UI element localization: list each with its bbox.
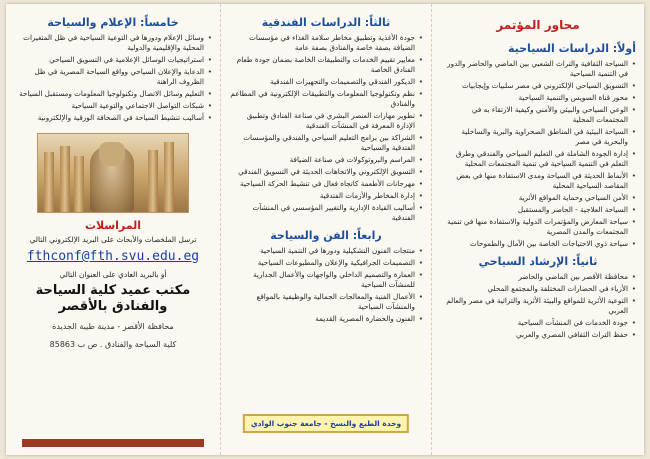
list-item: • جودة الأغذية وتطبيق مخاطر سلامة الغذاء في مؤسسات الضيافة بصفة خاصة والفنادق بصفة عامة [229, 33, 423, 53]
dean-office-line1: مكتب عميد كلية السياحة [35, 283, 191, 298]
list-item: • معايير تقييم الخدمات والتطبيقات الخاصة بضمان جودة طعام الفنادق الخاصة [229, 55, 423, 75]
section-art-tourism-title: رابعاً: الفن والسياحة [270, 229, 382, 242]
list-item: • التصميمات الجرافيكية والإعلان والمطبوعات السياحية [229, 258, 423, 268]
contact-email-link[interactable]: fthconf@fth.svu.edu.eg [26, 249, 200, 264]
list-item: • حفظ التراث الثقافي المصري والعربي [440, 330, 636, 340]
list-item: • الشراكة بين برامج التعليم السياحي والفندقي والمؤسسات الفندقية والسياحية [229, 133, 423, 153]
panel-media-and-contact [6, 4, 220, 455]
column-shape [164, 142, 174, 212]
tourism-studies-list [440, 59, 636, 249]
art-tourism-list [229, 246, 423, 324]
list-item: • الديكور الفندقي والتصميمات والتجهيزات الفندقية [229, 77, 423, 87]
list-item: • الأنماط الحديثة في السياحة ومدى الاستفادة منها في بعض المقاصد السياحية المحلية [440, 171, 636, 191]
section-tour-guiding-title: ثانياً: الإرشاد السياحي [478, 255, 598, 268]
list-item: • أساليب تنشيط السياحة في الصحافة الورقية والإلكترونية [14, 113, 212, 123]
list-item: • السياحة البيئية في المناطق الصحراوية والبرية والساحلية والبحرية في مصر [440, 127, 636, 147]
list-item: • الأمن السياحي وحماية المواقع الأثرية [440, 193, 636, 203]
list-item: • التعليم وسائل الاتصال وتكنولوجيا المعلومات ومستقبل السياحة [14, 89, 212, 99]
list-item: • منتجات الفنون التشكيلية ودورها في التنمية السياحية [229, 246, 423, 256]
list-item: • الوعي السياحي والبيئي والأمني وكيفية الارتقاء به في المجتمعات المحلية [440, 105, 636, 125]
list-item: • الأزياء في الحضارات المختلفة والمجتمع المحلي [440, 284, 636, 294]
postal-mail-note: أو بالبريد العادي على العنوان التالي [59, 270, 167, 279]
list-item: • جودة الخدمات في المنشآت السياحية [440, 318, 636, 328]
list-item: • الأعمال الفنية والمعالجات الجمالية والوظيفية بالمواقع والمنشآت السياحية [229, 292, 423, 312]
panel-hotel-and-art [220, 4, 432, 455]
list-item: • نظم وتكنولوجيا المعلومات والتطبيقات الإلكترونية في المطاعم والفنادق [229, 89, 423, 109]
media-tourism-list [14, 33, 212, 123]
list-item: • استراتيجيات الوسائل الإعلامية في التسويق السياحي [14, 55, 212, 65]
list-item: • العمارة والتصميم الداخلي والواجهات والأعمال الجدارية للمنشآت السياحية [229, 270, 423, 290]
list-item: • السياحة العلاجية - الحاضر والمستقبل [440, 205, 636, 215]
section-hotel-studies-title: ثالثاً: الدراسات الفندقية [261, 16, 391, 29]
list-item: • محور قناة السويس والتنمية السياحية [440, 93, 636, 103]
list-item: • سياحة ذوي الاحتياجات الخاصة بين الآمال والطموحات [440, 239, 636, 249]
list-item: • مهرجانات الأطعمة كاتجاه فعال في تنشيط الحركة السياحية [229, 179, 423, 189]
panel-conference-axes [432, 4, 644, 455]
list-item: • إدارة المخاطر والأزمات الفندقية [229, 191, 423, 201]
decorative-bottom-bar [22, 439, 204, 447]
section-media-tourism-title: خامساً: الإعلام والسياحة [47, 16, 179, 29]
list-item: • الفنون والحضارة المصرية القديمة [229, 314, 423, 324]
correspondence-title: المراسلات [84, 219, 142, 232]
column-shape [60, 146, 70, 212]
printing-unit-label: وحدة الطبع والنسخ - جامعة جنوب الوادي [243, 414, 409, 433]
address-line2: كلية السياحة والفنادق . ص ب 85863 [49, 340, 177, 349]
list-item: • إدارة الجودة الشاملة في التعليم السياحي والفندقي وطرق التعلم في التنمية السياحية في تنمية المجتمعات المحلية [440, 149, 636, 169]
list-item: • تطوير مهارات العنصر البشري في صناعة الفنادق وتطبيق الإدارة المعرفة في المنشآت الفندقية [229, 111, 423, 131]
column-shape [148, 150, 158, 212]
list-item: • الدعاية والإعلان السياحي وواقع السياحة المصرية في ظل الظروف الراهنة [14, 67, 212, 87]
list-item: • التسويق السياحي الإلكتروني في مصر سلبيات وإيجابيات [440, 81, 636, 91]
tour-guiding-list [440, 272, 636, 340]
conference-axes-title: محاور المؤتمر [496, 18, 580, 32]
list-item: • وسائل الإعلام ودورها في التوعية السياحية في ظل المتغيرات المحلية والإقليمية والدولية [14, 33, 212, 53]
luxor-statue-photo [37, 133, 189, 213]
address-line1: محافظة الأقصر - مدينة طيبة الجديدة [52, 322, 174, 331]
list-item: • سياحة المعارض والمؤتمرات الدولية والاستفادة منها في تنمية المجتمعات والمدن المصرية [440, 217, 636, 237]
submission-instructions: ترسل الملخصات والأبحاث على البريد الإلكتروني التالي [29, 235, 197, 244]
list-item: • التوعية الأثرية للمواقع والبيئة الأثرية والتراثية في مصر والعالم العربي [440, 296, 636, 316]
list-item: • التسويق الإلكتروني والاتجاهات الحديثة في التسويق الفندقي [229, 167, 423, 177]
list-item: • المراسم والبروتوكولات في صناعة الضيافة [229, 155, 423, 165]
list-item: • شبكات التواصل الاجتماعي والتوعية السياحية [14, 101, 212, 111]
list-item: • محافظة الأقصر بين الماضي والحاضر [440, 272, 636, 282]
list-item: • السياحة الثقافية والتراث الشعبي بين الماضي والحاضر والدور في التنمية السياحية [440, 59, 636, 79]
column-shape [74, 156, 84, 212]
column-shape [44, 152, 54, 212]
list-item: • أساليب القيادة الإدارية والتغيير المؤسسي في المنشآت الفندقية [229, 203, 423, 223]
dean-office-line2: والفنادق بالأقصر [58, 299, 168, 314]
statue-head [99, 142, 125, 166]
brochure-sheet [6, 4, 644, 455]
section-tourism-studies-title: أولاً: الدراسات السياحية [507, 42, 636, 55]
hotel-studies-list [229, 33, 423, 223]
